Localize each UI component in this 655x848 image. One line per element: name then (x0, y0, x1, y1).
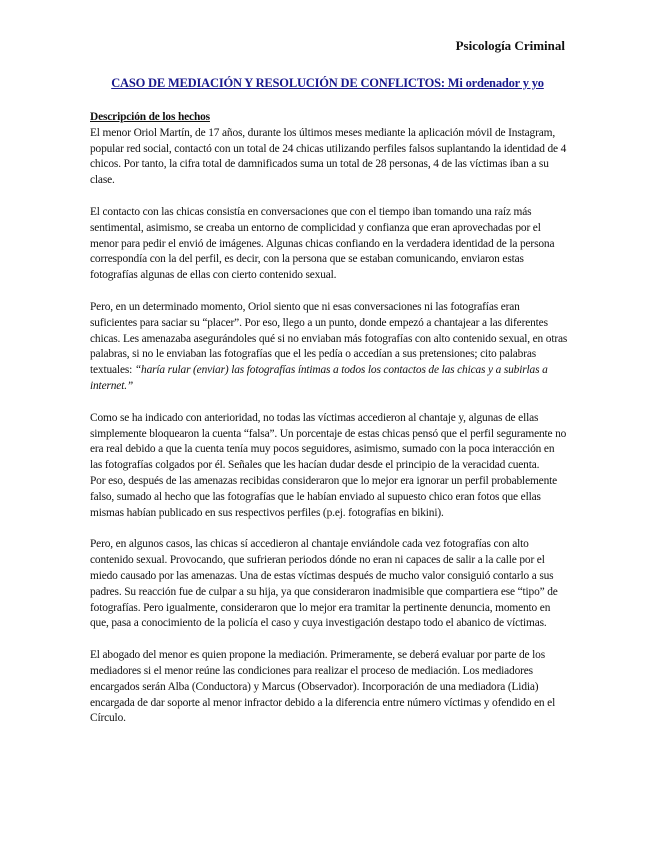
running-header: Psicología Criminal (455, 38, 565, 53)
paragraph-3-quote: “haría rular (enviar) las fotografías íntimas a todos los contactos de las chicas y a subirlas a internet.” (90, 364, 548, 392)
document-body (90, 110, 568, 743)
document-title: CASO DE MEDIACIÓN Y RESOLUCIÓN DE CONFLICTOS: Mi ordenador y yo (111, 76, 544, 90)
paragraph-6: El abogado del menor es quien propone la mediación. Primeramente, se deberá evaluar por parte de los mediadores si el menor reúne las condiciones para realizar el proceso de mediación. Los mediadores encargados serán Alba (Conductora) y Marcus (Observador). Incorporación de una mediadora (Lidia) encargada de dar soporte al menor infractor debido a la diferencia entre número víctimas y ofendido en el Círculo. (90, 649, 556, 725)
paragraph-1 (90, 110, 568, 189)
paragraph-3 (90, 300, 568, 395)
paragraph-4a-text: Como se ha indicado con anterioridad, no todas las víctimas accedieron al chantaje y, algunas de ellas simplemente bloquearon la cuenta “falsa”. Un porcentaje de estas chicas pensó que el perfil seguramente no era real debido a que la cuenta tenía muy pocos seguidores, asimismo, sumado con la poca interacción en las fotografías colgados por él. Señales que les hacían dudar desde el principio de la veracidad cuenta. (90, 411, 567, 472)
paragraph-2: El contacto con las chicas consistía en conversaciones que con el tiempo iban tomando una raíz más sentimental, asimismo, se creaba un entorno de complicidad y confianza que eran aprovechadas por el menor para pedir el envió de imágenes. Algunas chicas confiando en la verdadera identidad de la persona correspondía con la del perfil, es decir, con la persona que se estaban comunicando, enviaron estas fotografías algunas de ellas con cierto contenido sexual. (90, 205, 555, 282)
section-heading: Descripción de los hechos (90, 111, 210, 123)
paragraph-5: Pero, en algunos casos, las chicas sí accedieron al chantaje enviándole cada vez fotografías con alto contenido sexual. Provocando, que sufrieran periodos dónde no eran ni capaces de salir a la calle por el miedo causado por las amenazas. Una de estas víctimas después de mucho valor consiguió contarlo a sus padres. Su reacción fue de culpar a su hija, ya que consideraron inadmisible que compartiera ese “tipo” de fotografías. Pero igualmente, consideraron que lo mejor era tramitar la pertinente denuncia, momento en que, pasa a conocimiento de la policía el caso y cuya investigación destapo todo el abanico de víctimas. (90, 538, 558, 630)
paragraph-4b-text: Por eso, después de las amenazas recibidas consideraron que lo mejor era ignorar un perfil probablemente falso, sumado al hecho que las fotografías que le habían enviado al supuesto chico eran fotos que ellas mismas habían publicado en sus respectivos perfiles (p.ej. fotografías en bikini). (90, 474, 558, 519)
paragraph-1-text: El menor Oriol Martín, de 17 años, durante los últimos meses mediante la aplicación móvil de Instagram, popular red social, contactó con un total de 24 chicas utilizando perfiles falsos suplantando la identidad de 4 chicos. Por tanto, la cifra total de damnificados suma un total de 28 personas, 4 de las víctimas iban a su clase. (90, 126, 567, 187)
paragraph-3-text: Pero, en un determinado momento, Oriol siento que ni esas conversaciones ni las fotografías eran suficientes para saciar su “placer”. Por eso, llego a un punto, donde empezó a chantajear a las diferentes chicas. Les amenazaba asegurándoles qué si no enviaban más fotografías con alto contenido sexual, en otras palabras, si no le enviaban las fotografías que el les pedía o accedían a sus pretensiones; cito palabras textuales: (90, 300, 568, 377)
paragraph-4 (90, 411, 568, 522)
